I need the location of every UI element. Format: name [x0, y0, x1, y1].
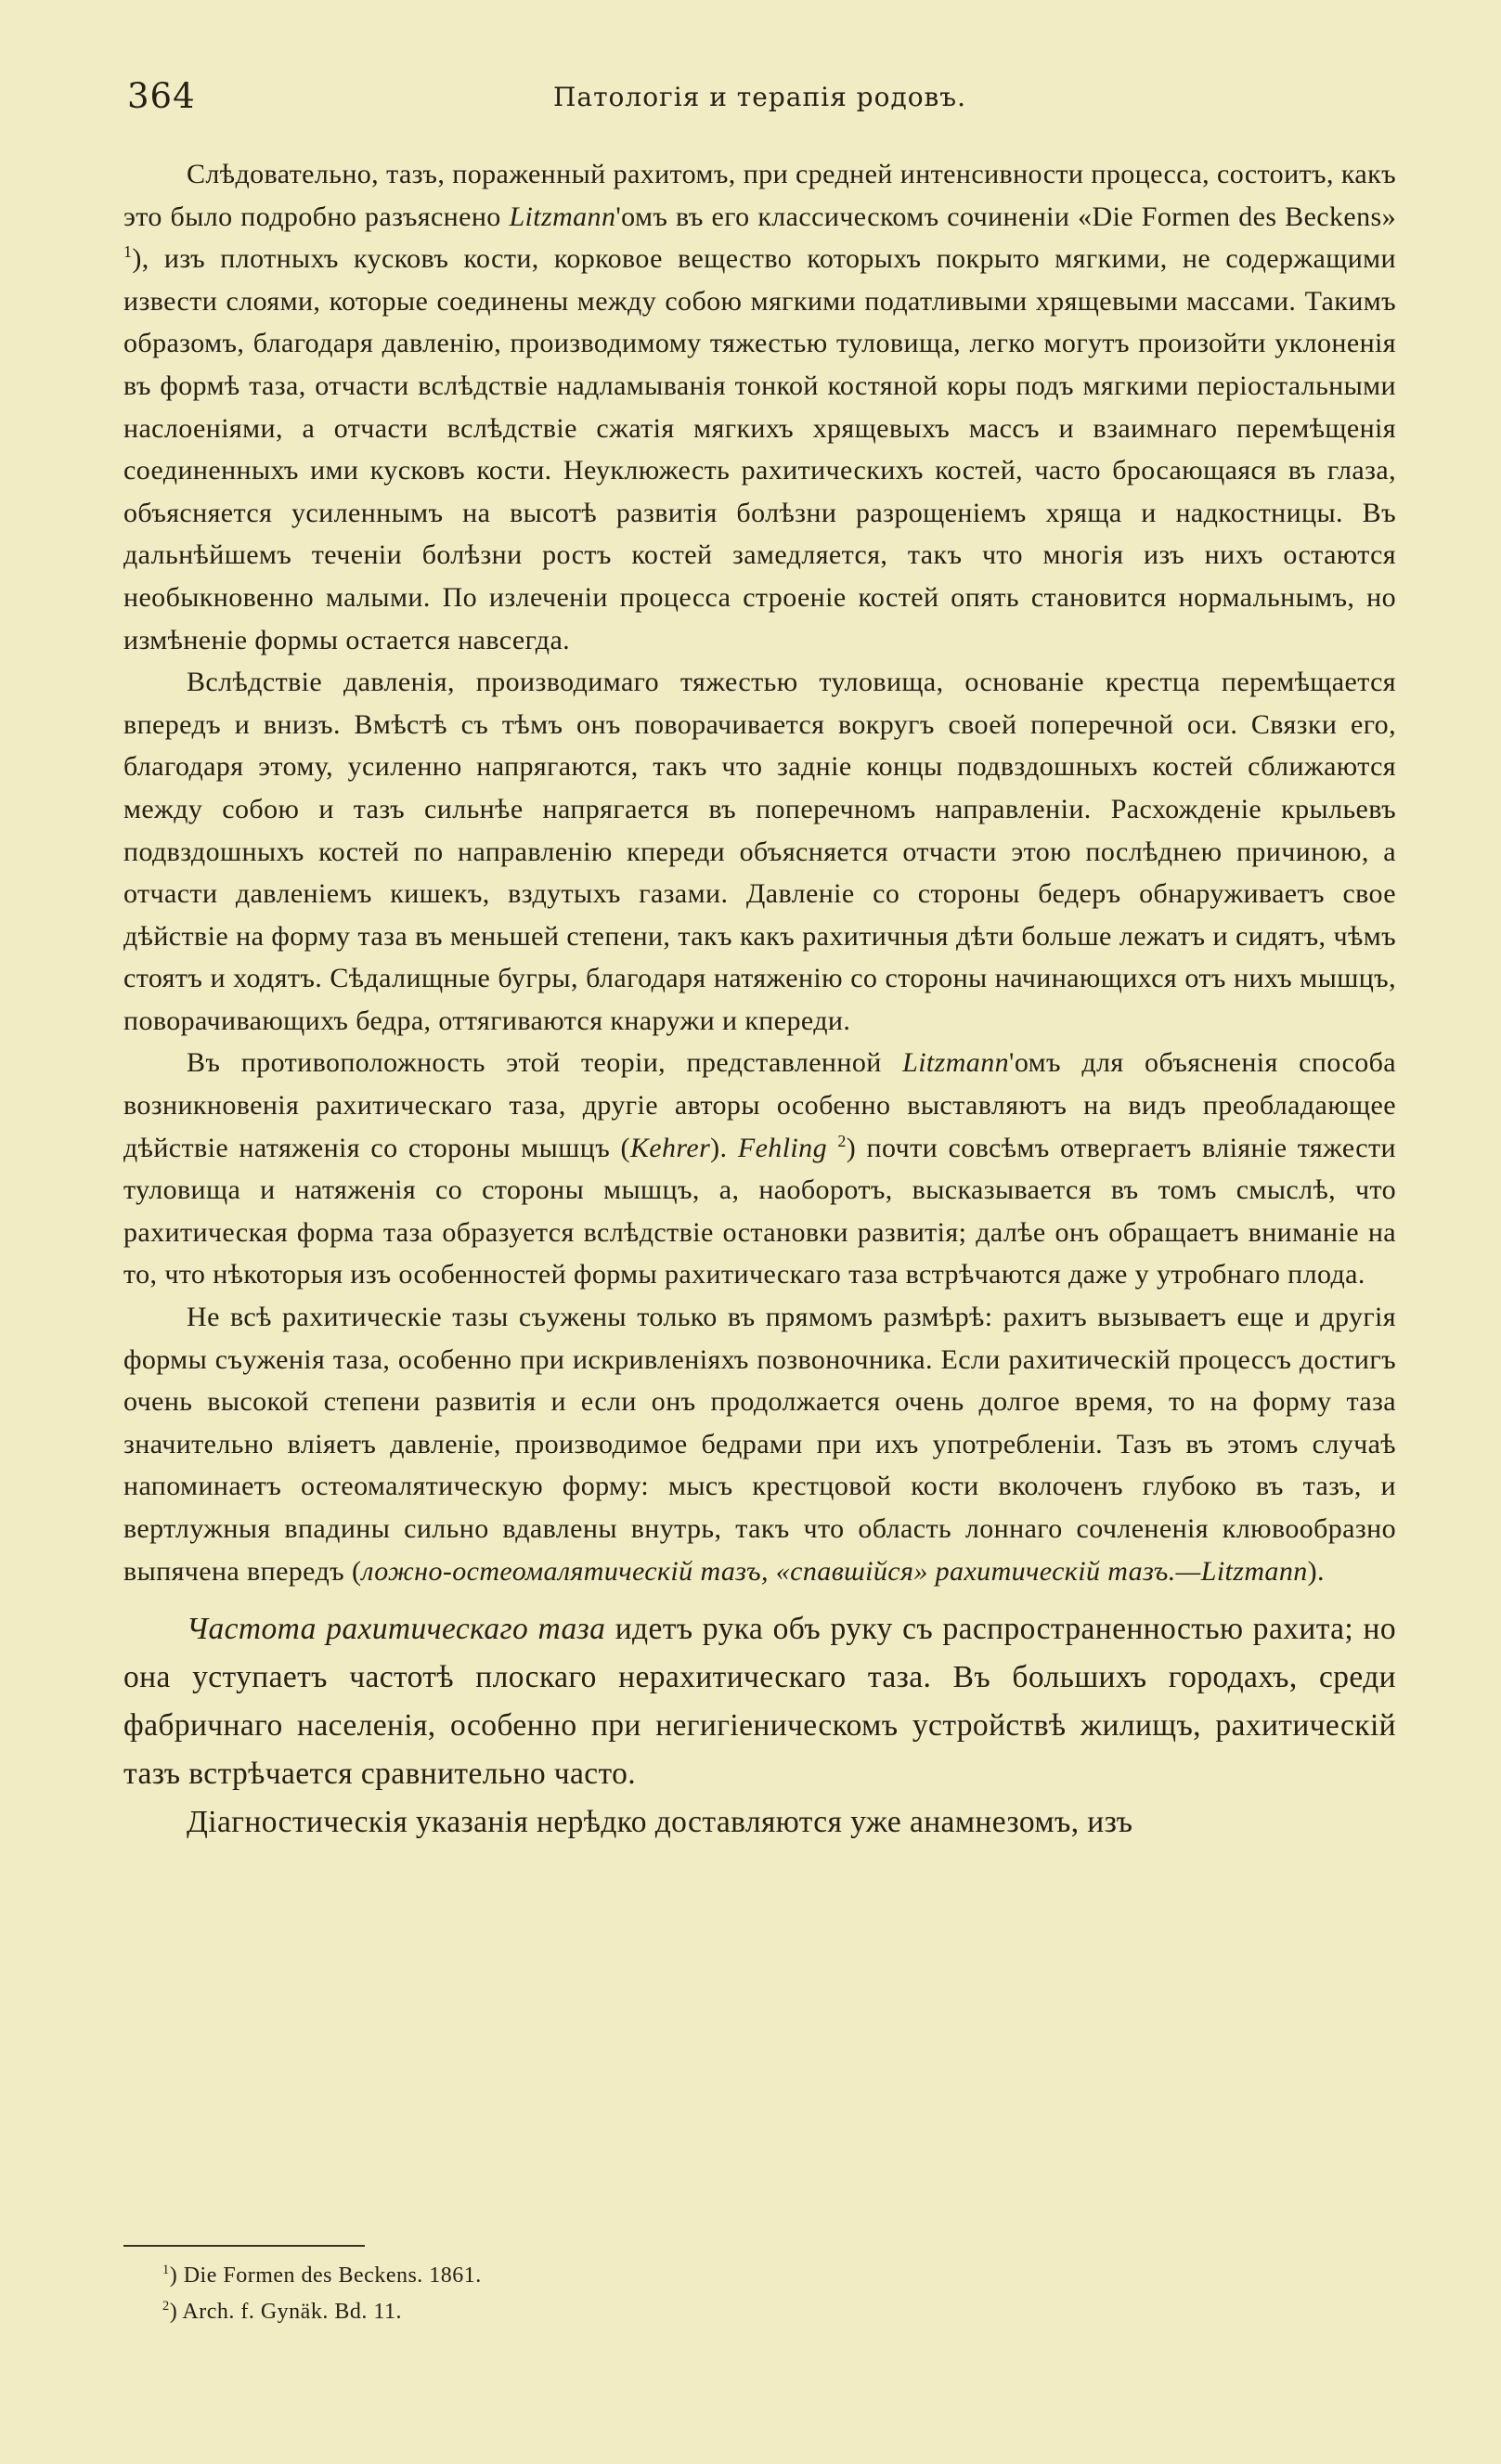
paragraph-1: Слѣдовательно, тазъ, пораженный рахитомъ, при средней интенсивности процесса, состоитъ, какъ это было подробно разъяснено Litzmann'омъ въ его классическомъ сочиненіи «Die Formen des Beckens» $^1$), изъ плотныхъ кусковъ кости, корковое вещество которыхъ покрыто мягкими, не содержащими извести слоями, которые соединены между собою мягкими податливыми хрящевыми массами. Такимъ образомъ, благодаря давленію, производимому тяжестью туловища, легко могутъ произойти уклоненія въ формѣ таза, отчасти вслѣдствіе надламыванія тонкой костяной коры подъ мягкими періостальными наслоеніями, а отчасти вслѣдствіе сжатія мягкихъ хрящевыхъ массъ и взаимнаго перемѣщенія соединенныхъ ими кусковъ кости. Неуклюжесть рахитическихъ костей, часто бросающаяся въ глаза, объясняется усиленнымъ на высотѣ развитія болѣзни разрощеніемъ хряща и надкостницы. Въ дальнѣйшемъ теченіи болѣзни ростъ костей замедляется, такъ что многія изъ нихъ остаются необыкновенно малыми. По излеченіи процесса строеніе костей опять становится нормальнымъ, но измѣненіе формы остается навсегда.: [123, 159, 1397, 655]
paragraph-4: Не всѣ рахитическіе тазы съужены только въ прямомъ размѣрѣ: рахитъ вызываетъ еще и другія формы съуженія таза, особенно при искривленіяхъ позвоночника. Если рахитическій процессъ достигъ очень высокой степени развитія и если онъ продолжается очень долгое время, то на форму таза значительно вліяетъ давленіе, производимое бедрами при ихъ употребленіи. Тазъ въ этомъ случаѣ напоминаетъ остеомалятическую форму: мысъ крестцовой кости вколоченъ глубоко въ тазъ, и вертлужныя впадины сильно вдавлены внутрь, такъ что область лоннаго сочлененія клювообразно выпячена впередъ (ложно-остеомалятическій тазъ, «спавшійся» рахитическій тазъ.—Litzmann).: [123, 1302, 1396, 1587]
page-number: 364: [127, 76, 196, 116]
section-term: Частота рахитическаго таза: [187, 1612, 606, 1647]
paragraph-2: Вслѣдствіе давленія, производимаго тяжестью туловища, основаніе крестца перемѣщается впередъ и внизъ. Вмѣстѣ съ тѣмъ онъ поворачивается вокругъ своей поперечной оси. Связки его, благодаря этому, усиленно напрягаются, такъ что задніе концы подвздошныхъ костей сближаются между собою и тазъ сильнѣе напрягается въ поперечномъ направленіи. Расхожденіе крыльевъ подвздошныхъ костей по направленію кпереди объясняется отчасти этою послѣднею причиною, а отчасти давленіемъ кишекъ, вздутыхъ газами. Давленіе со стороны бедеръ обнаруживаетъ свое дѣйствіе на форму таза въ меньшей степени, такъ какъ рахитичныя дѣти больше лежатъ и сидятъ, чѣмъ стоятъ и ходятъ. Сѣдалищные бугры, благодаря натяженію со стороны начинающихся отъ нихъ мышцъ, поворачивающихъ бедра, оттягиваются кнаружи и кпереди.: [123, 667, 1396, 1036]
main-text: [123, 153, 1396, 1847]
paragraph-6: Діагностическія указанія нерѣдко доставляются уже анамнезомъ, изъ: [187, 1805, 1133, 1840]
author-name: Kehrer: [629, 1132, 711, 1163]
page-header: [123, 76, 1396, 123]
italic-term: ложно-остеомалятическій тазъ, «спавшійся» рахитическій тазъ.—Litzmann: [361, 1555, 1308, 1587]
author-name: Fehling: [737, 1132, 827, 1163]
paragraph-5: Частота рахитическаго таза идетъ рука объ руку съ распространенностью рахита; но она уступаетъ частотѣ плоскаго нерахитическаго таза. Въ большихъ городахъ, среди фабричнаго населенія, особенно при негигіеническомъ устройствѣ жилищъ, рахитическій тазъ встрѣчается сравнительно часто.: [123, 1612, 1397, 1792]
footnote-ref: 2: [837, 1131, 847, 1150]
author-name: Litzmann: [902, 1047, 1010, 1079]
running-title: Патологія и терапія родовъ.: [552, 82, 967, 112]
footnote-divider: [123, 2245, 365, 2247]
author-name: Litzmann: [509, 201, 616, 232]
footnote-2: $^2$) Arch. f. Gynäk. Bd. 11.: [162, 2299, 402, 2324]
footnote-ref: 1: [123, 242, 133, 262]
footnote-1: $^1$) Die Formen des Beckens. 1861.: [162, 2263, 482, 2288]
paragraph-3: Въ противоположность этой теоріи, представленной Litzmann'омъ для объясненія способа возникновенія рахитическаго таза, другіе авторы особенно выставляютъ на видъ преобладающее дѣйствіе натяженія со стороны мышцъ (Kehrer). Fehling $^2$) почти совсѣмъ отвергаетъ вліяніе тяжести туловища и натяженія со стороны мышцъ, а, наоборотъ, высказывается въ томъ смыслѣ, что рахитическая форма таза образуется вслѣдствіе остановки развитія; далѣе онъ обращаетъ вниманіе на то, что нѣкоторыя изъ особенностей формы рахитическаго таза встрѣчаются даже у утробнаго плода.: [123, 1047, 1396, 1290]
footnotes: [162, 2258, 1396, 2330]
